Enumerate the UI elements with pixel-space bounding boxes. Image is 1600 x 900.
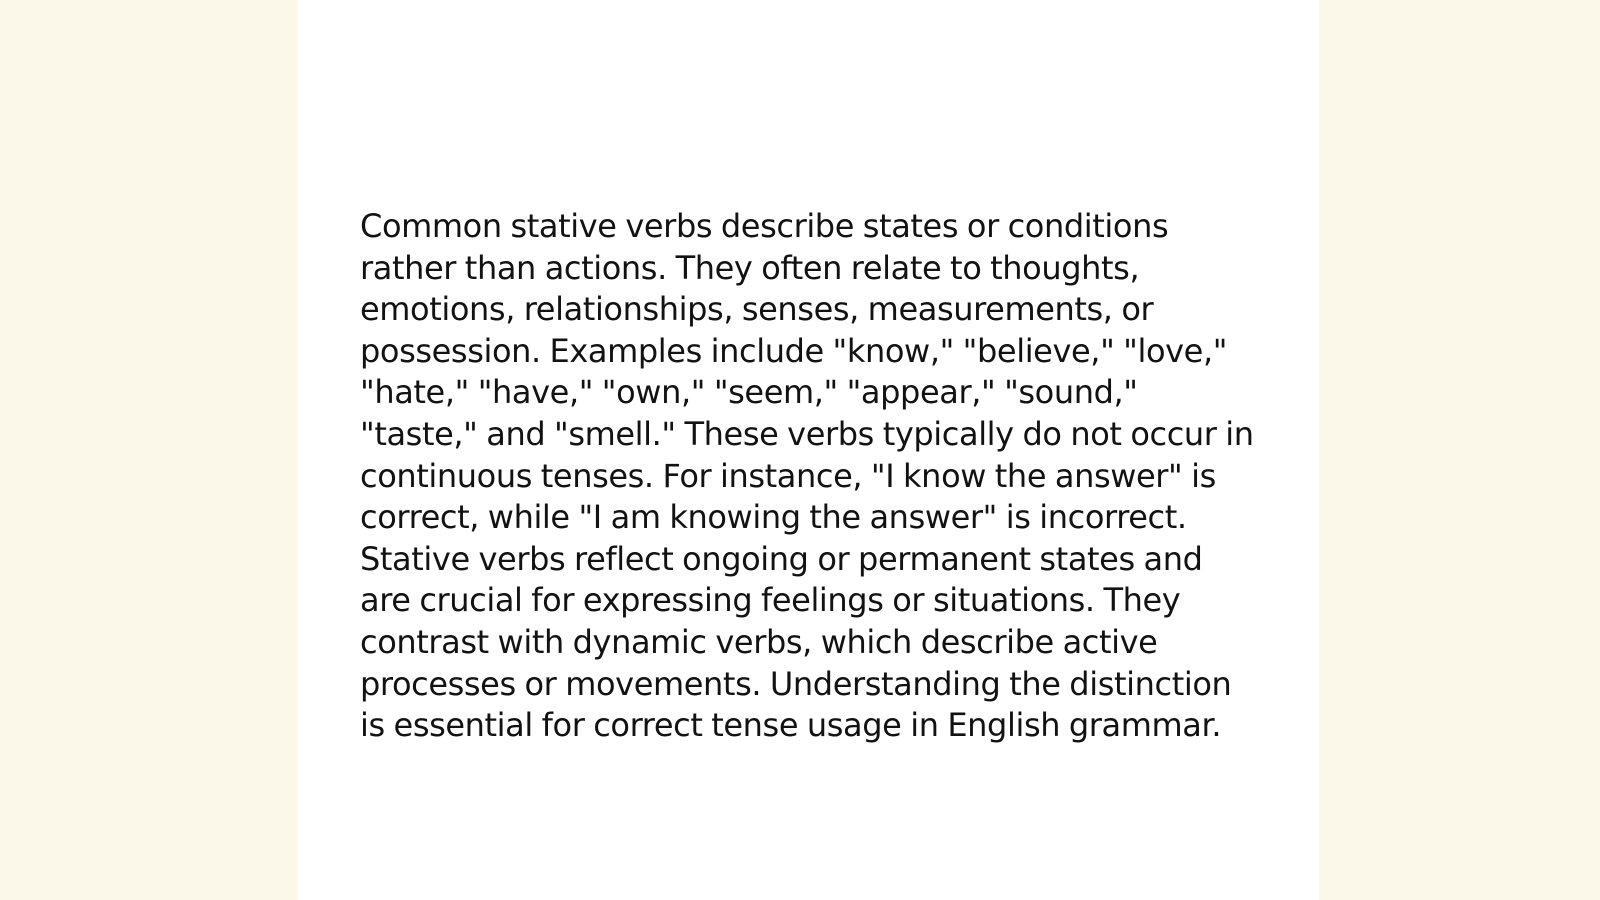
- page-panel: [297, 0, 1319, 900]
- body-paragraph: Common stative verbs describe states or conditions rather than actions. They often relate to thoughts, emotions, relationships, senses, measurements, or possession. Examples include "know," "believe," "love," "hate," "have," "own," "seem," "appear," "sound," "taste," and "smell." These verbs typically do not occur in continuous tenses. For instance, "I know the answer" is correct, while "I am knowing the answer" is incorrect. Stative verbs reflect ongoing or permanent states and are crucial for expressing feelings or situations. They contrast with dynamic verbs, which describe active processes or movements. Understanding the distinction is essential for correct tense usage in English grammar.: [360, 207, 1254, 745]
